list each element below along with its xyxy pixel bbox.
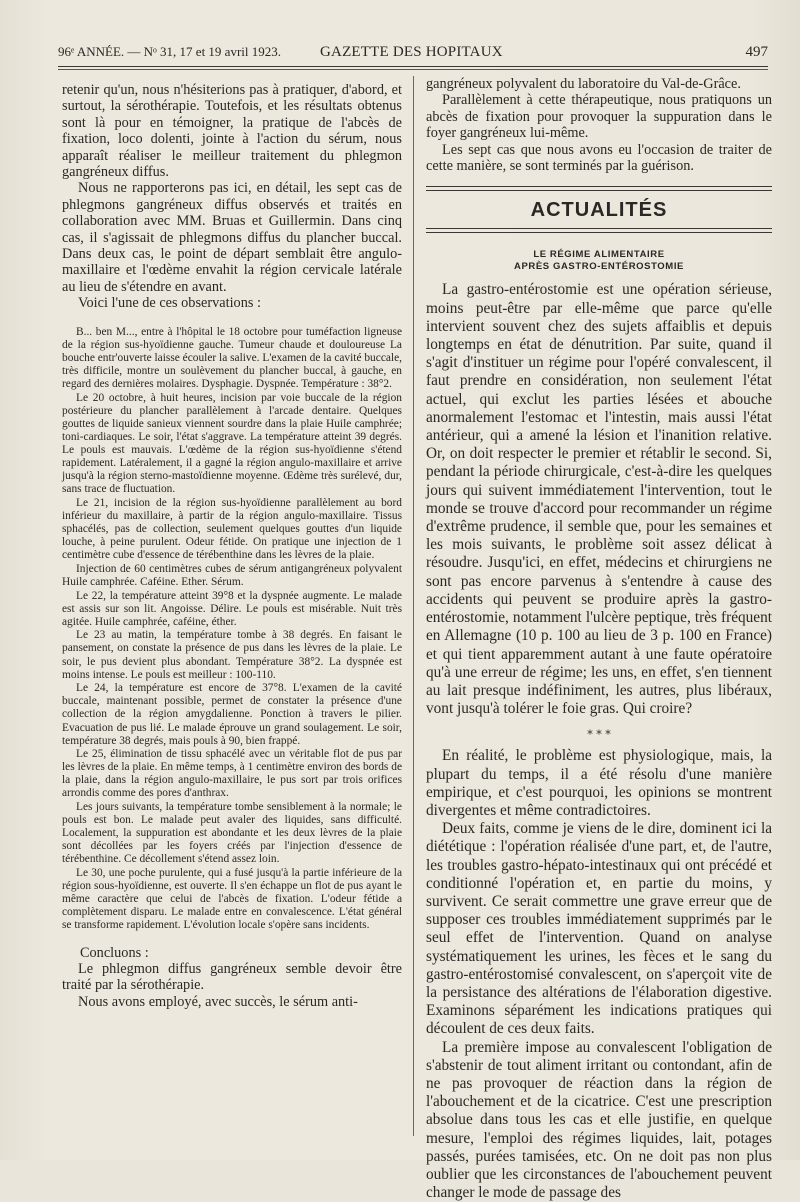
article-body bbox=[426, 281, 772, 1202]
right-column bbox=[426, 76, 772, 1202]
paragraph: Les sept cas que nous avons eu l'occasion de traiter de cette manière, se sont terminés par la guérison. bbox=[426, 141, 772, 175]
observation-paragraph: Le 20 octobre, à huit heures, incision par voie buccale de la région postérieure du plancher parallèlement à l'arcade dentaire. Quelques gouttes de liquide sanieux viennent sourdre dans la plaie Huile camphrée; toni-cardiaques. Le soir, l'état s'aggrave. La température atteint 39 degrés. Le pouls est mauvais. L'œdème de la région sus-hyoïdienne s'étend rapidement. Latéralement, il a gagné la région angulo-maxillaire et arrive jusqu'à la région sterno-mastoïdienne moyenne. Œdème très surélevé, dur, sans trace de fluctuation. bbox=[62, 391, 402, 496]
section-rule bbox=[426, 190, 772, 191]
page-number: 497 bbox=[745, 44, 768, 60]
header-rule-thin bbox=[58, 69, 768, 70]
column-divider bbox=[413, 76, 414, 1136]
observation-paragraph: Le 21, incision de la région sus-hyoïdienne parallèlement au bord inférieur du maxillaire, à partir de la région angulo-maxillaire. Tissus sphacélés, pas de collection, seulement quelques gouttes d'un liquide louche, à peine purulent. Odeur fétide. On pratique une injection de 1 centimètre cube d'essence de térébenthine dans les lèvres de la plaie. bbox=[62, 496, 402, 562]
conclusion-title: Concluons : bbox=[80, 944, 149, 961]
paragraph: Nous avons employé, avec succès, le sérum anti- bbox=[78, 993, 358, 1010]
paragraph: En réalité, le problème est physiologique, mais, la plupart du temps, il a été résolu d'une manière empirique, et c'est pourquoi, les opinions se montrent divergentes et même contradictoires. bbox=[426, 747, 772, 819]
paragraph: retenir qu'un, nous n'hésiterions pas à pratiquer, d'abord, et surtout, la sérothérapie. Toutefois, et les résultats obtenus sont là pour en témoigner, la pratique de l'abcès de fixation, loco dolenti, jointe à l'action du sérum, nous apparaît réaliser le meilleur traitement du phlegmon gangréneux diffus. bbox=[62, 82, 402, 181]
observation-paragraph: Injection de 60 centimètres cubes de sérum antigangréneux polyvalent Huile camphrée. Caféine. Ether. Sérum. bbox=[62, 562, 402, 588]
article-title bbox=[426, 249, 772, 273]
paragraph: gangréneux polyvalent du laboratoire du Val-de-Grâce. bbox=[426, 76, 741, 92]
observation-text bbox=[62, 326, 402, 933]
section-title: ACTUALITÉS bbox=[530, 199, 668, 222]
paragraph: Voici l'une de ces observations : bbox=[78, 295, 261, 312]
paragraph: La gastro-entérostomie est une opération sérieuse, moins peut-être par elle-même que parce qu'elle intervient souvent chez des sujets affaiblis et depuis longtemps en état de dénutrition. Par suite, quand il s'agit d'instituer un régime pour l'opéré convalescent, il faut prendre en considération, non seulement l'état actuel, qui exclut les parties lésées et abouche anormalement l'estomac et l'intestin, mais aussi l'état antérieur, qui a amené la lésion et l'inanition relative. Or, on doit respecter le premier et rétablir le second. Si, pendant la période chirurgicale, c'est-à-dire les quelques jours qui suivent immédiatement l'intervention, tout le monde se trouve d'accord pour recommander un régime d'extrême prudence, il semble que, pour les semaines et les mois suivants, le problème soit assez délicat à résoudre. Jusqu'ici, en effet, médecins et chirurgiens ne sont pas encore parvenus à s'entendre à cause des accidents qui peuvent se produire après la gastro-entérostomie, notamment l'ulcère peptique, très fréquent en Allemagne (10 p. 100 au lieu de 3 p. 100 en France) et qui tient apparemment autant à une faute opératoire qu'à une erreur de régime; les uns, en effet, s'en tiennent au lait presque indéfiniment, les autres, plus libéraux, vont jusqu'à tolérer le foie gras. Qui croire? bbox=[426, 281, 772, 718]
section-rule bbox=[426, 228, 772, 229]
left-column bbox=[62, 82, 402, 1010]
conclusion-text bbox=[62, 961, 402, 1010]
paragraph: Parallèlement à cette thérapeutique, nous pratiquons un abcès de fixation pour provoquer la suppuration dans le foyer gangréneux lui-même. bbox=[426, 92, 772, 142]
observation-paragraph: Le 22, la température atteint 39°8 et la dyspnée augmente. Le malade est assis sur son lit. Angoisse. Délire. Le pouls est misérable. Nuit très agitée. Huile camphrée, caféine, éther. bbox=[62, 589, 402, 628]
continuation-text bbox=[426, 76, 772, 174]
journal-title: GAZETTE DES HOPITAUX bbox=[320, 44, 503, 60]
section-rule bbox=[426, 232, 772, 233]
article-title-line: APRÈS GASTRO-ENTÉROSTOMIE bbox=[513, 261, 684, 273]
paragraph: Nous ne rapporterons pas ici, en détail, les sept cas de phlegmons gangréneux diffus observés et traités en collaboration avec MM. Bruas et Guillermin. Dans cinq cas, il s'agissait de phlegmons diffus du plancher buccal. Dans deux cas, le point de départ semblait être angulo-maxillaire et l'œdème envahit la région cervicale latérale au lieu de s'étendre en avant. bbox=[62, 180, 402, 295]
header-rule bbox=[58, 66, 768, 67]
observation-paragraph: Le 24, la température est encore de 37°8. L'examen de la cavité buccale, maintenant possible, permet de constater la présence d'une collection de la région amygdalienne. Ponction à travers le pilier. Evacuation de pus lié. Le malade éprouve un grand soulagement. Le soir, température 38 degrés, mais pouls à 90, bien frappé. bbox=[62, 682, 402, 747]
paragraph: Deux faits, comme je viens de le dire, dominent ici la diététique : l'opération réalisée d'une part, et, de l'autre, les troubles gastro-hépato-intestinaux qui ont précédé et conditionné l'opération et, en partie du moins, y survivent. Ce serait commettre une grave erreur que de supposer ces troubles immédiatement supprimés par le seul effet de l'intervention. Quand on analyse systématiquement les urines, les fèces et le sang du gastro-entérostomisé convalescent, on s'aperçoit vite de la persistance des altérations de l'élaboration digestive. Examinons séparément les indications pratiques qui découlent de ces deux faits. bbox=[426, 820, 772, 1038]
conclusion-heading bbox=[62, 945, 402, 961]
observation-paragraph: Le 23 au matin, la température tombe à 38 degrés. En faisant le pansement, on constate la présence de pus dans les lèvres de la plaie. Le soir, le pus devient plus abondant. Température 38°2. La dyspnée est moins intense. Le pouls est meilleur : 100-110. bbox=[62, 629, 402, 681]
section-separator-stars: * * * bbox=[587, 728, 611, 742]
observation-paragraph: Les jours suivants, la température tombe sensiblement à la normale; le pouls est bon. Le malade peut avaler des liquides, sans difficulté. Localement, la suppuration est abondante et les deux lèvres de la plaie sont décollées par les foyers créés par l'injection d'essence de térébenthine. Ce décollement s'étend assez loin. bbox=[62, 801, 402, 866]
issue-info: 96ᵉ ANNÉE. — Nᵒ 31, 17 et 19 avril 1923. bbox=[58, 44, 281, 59]
observation-paragraph: Le 30, une poche purulente, qui a fusé jusqu'à la partie inférieure de la région sous-hyoïdienne, est ouverte. Il s'en échappe un flot de pus ayant le même caractère que celui de l'abcès de fixation. L'odeur fétide a complètement disparu. Le malade entre en convalescence. L'état général se transforme rapidement. L'évolution locale s'opère sans incidents. bbox=[62, 867, 402, 932]
paragraph: La première impose au convalescent l'obligation de s'abstenir de tout aliment irritant ou contondant, afin de ne pas provoquer de réaction dans la région de l'abouchement et de la cicatrice. C'est une prescription absolue dans tous les cas et elle justifie, en quelque mesure, l'emploi des régimes liquides, lait, potages passés, purées tamisées, etc. On ne doit pas non plus oublier que les circonstances de l'abouchement peuvent changer le mode de passage des bbox=[426, 1038, 772, 1202]
intro-text bbox=[62, 82, 402, 312]
article-title-line: LE RÉGIME ALIMENTAIRE bbox=[533, 249, 665, 261]
paragraph: Le phlegmon diffus gangréneux semble devoir être traité par la sérothérapie. bbox=[62, 960, 402, 994]
observation-paragraph: B... ben M..., entre à l'hôpital le 18 octobre pour tuméfaction ligneuse de la région sus-hyoïdienne gauche. Tumeur chaude et douloureuse La bouche entr'ouverte laisse écouler la salive. L'examen de la cavité buccale, très difficile, montre un soulèvement du plancher buccal, à gauche, en regard des dernières molaires. Dysphagie. Dyspnée. Température : 38°2. bbox=[62, 325, 402, 391]
page-header bbox=[58, 40, 768, 66]
section-rule bbox=[426, 186, 772, 187]
observation-paragraph: Le 25, élimination de tissu sphacélé avec un véritable flot de pus par les lèvres de la plaie. En même temps, à 1 centimètre environ des bords de la plaie, dans la région angulo-maxillaire, le pus sort par trois orifices arrondis comme des pores d'anthrax. bbox=[62, 748, 402, 800]
